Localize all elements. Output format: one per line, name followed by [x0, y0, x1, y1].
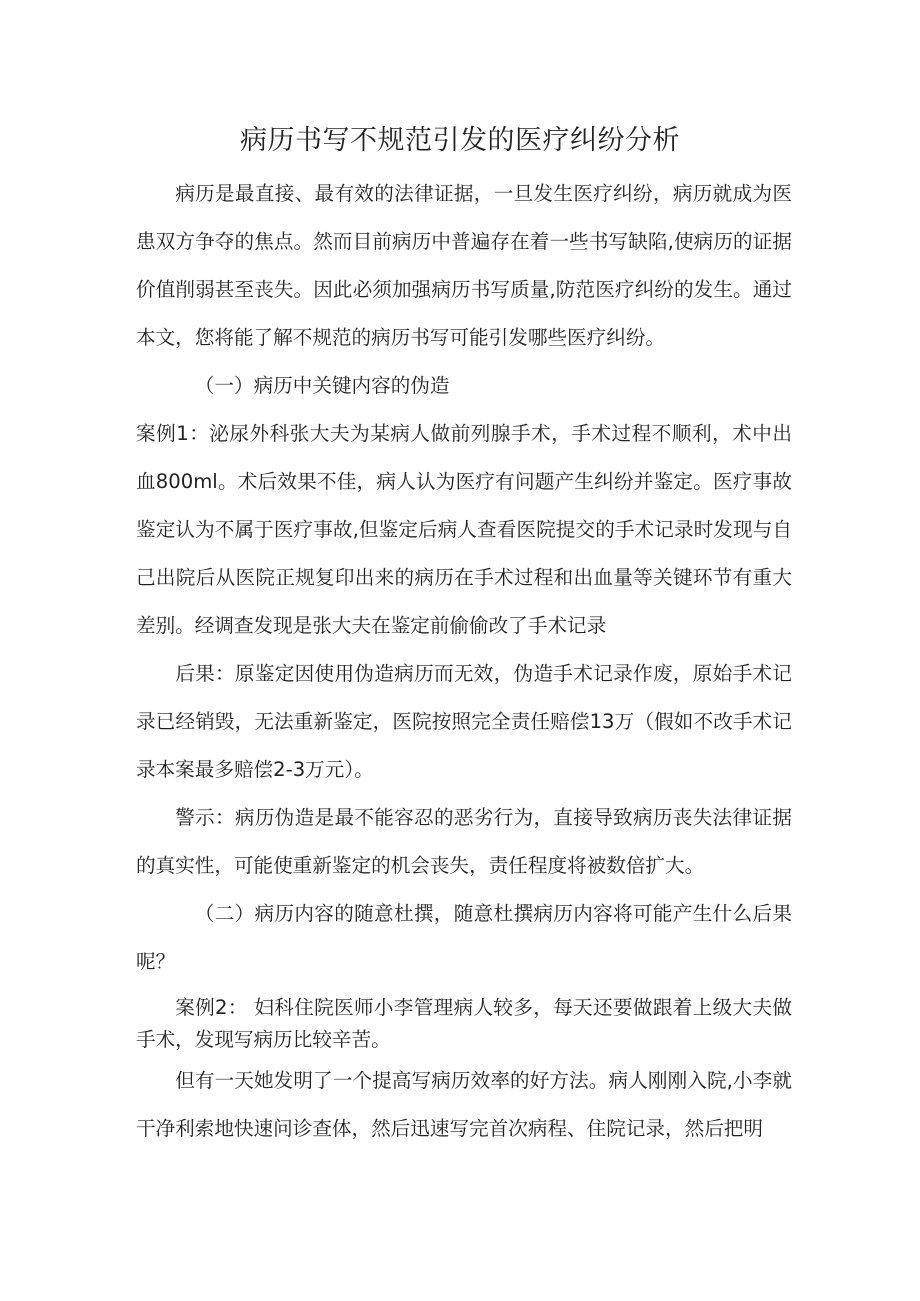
- case-2-paragraph: 案例2： 妇科住院医师小李管理病人较多，每天还要做跟着上级大夫做手术，发现写病历比较辛苦。: [136, 996, 792, 1051]
- warning-paragraph: 警示：病历伪造是最不能容忍的恶劣行为，直接导致病历丧失法律证据的真实性，可能使重新鉴定的机会丧失，责任程度将被数倍扩大。: [136, 806, 792, 877]
- consequence-paragraph: 后果：原鉴定因使用伪造病历而无效，伪造手术记录作废，原始手术记录已经销毁，无法重新鉴定，医院按照完全责任赔偿13万（假如不改手术记录本案最多赔偿2-3万元）。: [136, 662, 792, 781]
- case-2-continuation-paragraph: 但有一天她发明了一个提高写病历效率的好方法。病人刚刚入院,小李就干净利索地快速问诊查体，然后迅速写完首次病程、住院记录，然后把明: [136, 1069, 792, 1140]
- section-heading-2: （二）病历内容的随意杜撰，随意杜撰病历内容将可能产生什么后果呢？: [136, 902, 792, 973]
- document-title: 病历书写不规范引发的医疗纠纷分析: [240, 125, 680, 156]
- intro-paragraph: 病历是最直接、最有效的法律证据，一旦发生医疗纠纷，病历就成为医患双方争夺的焦点。然而目前病历中普遍存在着一些书写缺陷,使病历的证据价值削弱甚至丧失。因此必须加强病历书写质量,防范医疗纠纷的发生。通过本文，您将能了解不规范的病历书写可能引发哪些医疗纠纷。: [136, 182, 792, 349]
- case-1-paragraph: 案例1：泌尿外科张大夫为某病人做前列腺手术，手术过程不顺利，术中出血800ml。术后效果不佳，病人认为医疗有问题产生纠纷并鉴定。医疗事故鉴定认为不属于医疗事故,但鉴定后病人查看医院提交的手术记录时发现与自己出院后从医院正规复印出来的病历在手术过程和出血量等关键环节有重大差别。经调查发现是张大夫在鉴定前偷偷改了手术记录: [136, 422, 792, 637]
- section-heading-1: （一）病历中关键内容的伪造: [194, 374, 450, 397]
